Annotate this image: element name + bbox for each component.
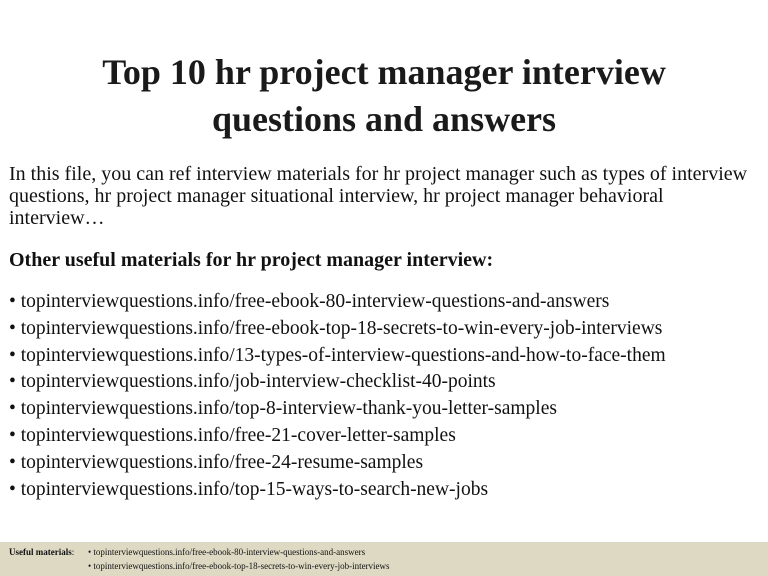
footer-label-colon: : bbox=[71, 547, 75, 557]
title-line-1: Top 10 hr project manager interview bbox=[102, 52, 666, 92]
materials-link[interactable]: • topinterviewquestions.info/13-types-of-interview-questions-and-how-to-face-them bbox=[9, 344, 666, 366]
materials-link-list bbox=[9, 289, 764, 503]
footer-link[interactable]: • topinterviewquestions.info/free-ebook-80-interview-questions-and-answers bbox=[88, 547, 366, 557]
materials-link[interactable]: • topinterviewquestions.info/top-8-interview-thank-you-letter-samples bbox=[9, 398, 557, 420]
footer-bar bbox=[0, 542, 768, 576]
materials-link[interactable]: • topinterviewquestions.info/job-interview-checklist-40-points bbox=[9, 371, 496, 393]
materials-link[interactable]: • topinterviewquestions.info/free-ebook-top-18-secrets-to-win-every-job-interviews bbox=[9, 317, 663, 339]
materials-link[interactable]: • topinterviewquestions.info/top-15-ways-to-search-new-jobs bbox=[9, 478, 489, 500]
title-line-2: questions and answers bbox=[211, 99, 557, 139]
materials-heading: Other useful materials for hr project manager interview: bbox=[9, 249, 494, 271]
footer-link[interactable]: • topinterviewquestions.info/free-ebook-top-18-secrets-to-win-every-job-interviews bbox=[88, 561, 390, 571]
materials-link[interactable]: • topinterviewquestions.info/free-21-cover-letter-samples bbox=[9, 424, 456, 446]
footer-label bbox=[9, 547, 74, 558]
slide-title bbox=[20, 49, 748, 143]
intro-paragraph: In this file, you can ref interview materials for hr project manager such as types of interview questions, hr project manager situational interview, hr project manager behavioral interview… bbox=[9, 163, 748, 229]
materials-link[interactable]: • topinterviewquestions.info/free-24-resume-samples bbox=[9, 451, 424, 473]
footer-label-text: Useful materials bbox=[9, 547, 72, 557]
materials-link[interactable]: • topinterviewquestions.info/free-ebook-80-interview-questions-and-answers bbox=[9, 291, 610, 312]
